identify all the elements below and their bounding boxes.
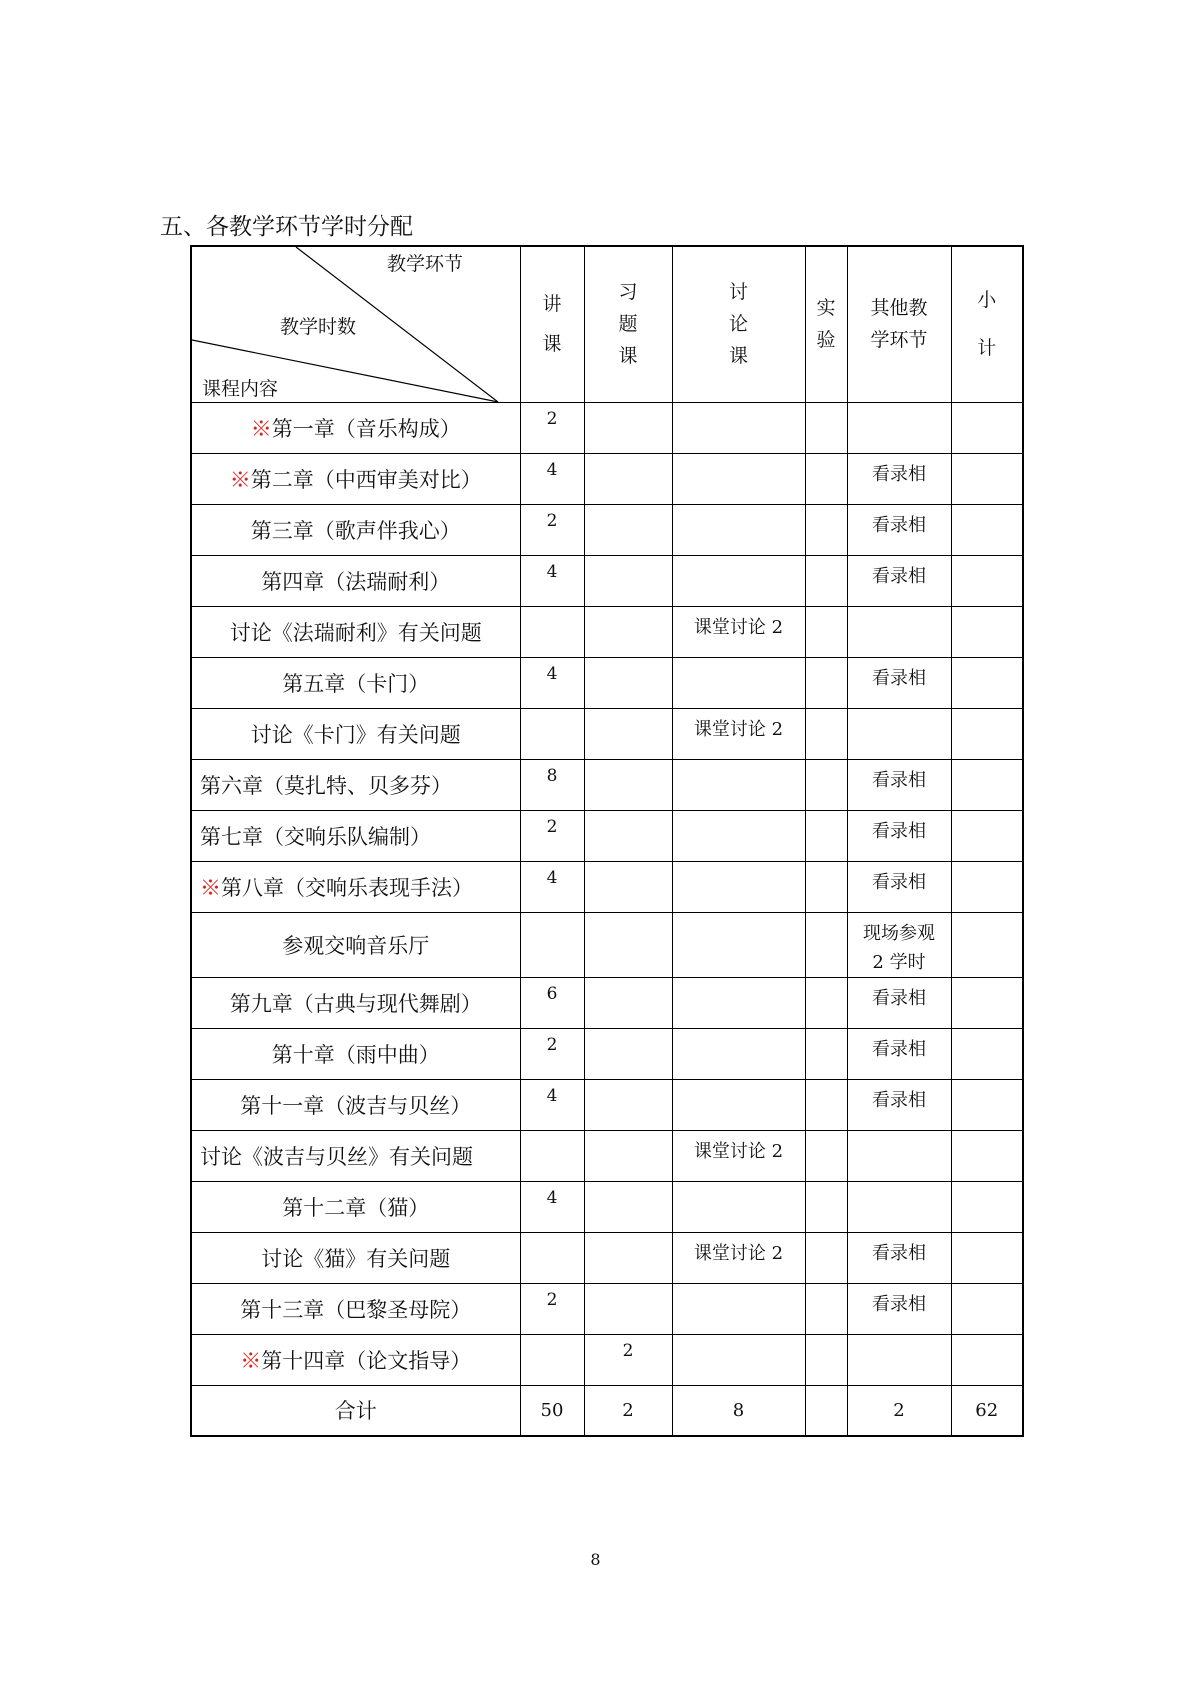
cell-subtotal bbox=[951, 708, 1023, 759]
cell-lecture bbox=[520, 1130, 584, 1181]
cell-lecture bbox=[520, 606, 584, 657]
row-content-text: 第二章（中西审美对比） bbox=[250, 467, 482, 492]
cell-discussion bbox=[672, 1181, 805, 1232]
total-row bbox=[191, 1385, 1023, 1436]
cell-discussion bbox=[672, 504, 805, 555]
cell-exercise bbox=[584, 759, 672, 810]
cell-lecture: 4 bbox=[520, 1079, 584, 1130]
cell-discussion bbox=[672, 861, 805, 912]
cell-subtotal bbox=[951, 1283, 1023, 1334]
row-content bbox=[191, 759, 520, 810]
cell-experiment bbox=[805, 1028, 847, 1079]
cell-subtotal bbox=[951, 861, 1023, 912]
cell-other: 看录相 bbox=[847, 977, 951, 1028]
row-content bbox=[191, 657, 520, 708]
cell-lecture: 2 bbox=[520, 1028, 584, 1079]
cell-discussion bbox=[672, 759, 805, 810]
cell-experiment bbox=[805, 504, 847, 555]
cell-discussion bbox=[672, 1079, 805, 1130]
table-header-row bbox=[191, 246, 1023, 402]
row-content-text: 讨论《猫》有关问题 bbox=[261, 1246, 451, 1271]
row-content bbox=[191, 1334, 520, 1385]
header-experiment: 实 验 bbox=[805, 246, 847, 402]
cell-experiment bbox=[805, 1181, 847, 1232]
row-content bbox=[191, 977, 520, 1028]
cell-exercise bbox=[584, 606, 672, 657]
cell-lecture bbox=[520, 912, 584, 977]
table-row bbox=[191, 708, 1023, 759]
cell-discussion: 课堂讨论 2 bbox=[672, 708, 805, 759]
cell-lecture bbox=[520, 1232, 584, 1283]
cell-exercise bbox=[584, 504, 672, 555]
cell-other: 现场参观 2 学时 bbox=[847, 912, 951, 977]
cell-exercise bbox=[584, 1130, 672, 1181]
cell-other: 看录相 bbox=[847, 657, 951, 708]
total-label: 合计 bbox=[191, 1385, 520, 1436]
table-row bbox=[191, 1181, 1023, 1232]
cell-other bbox=[847, 1334, 951, 1385]
table-row bbox=[191, 504, 1023, 555]
table-row bbox=[191, 977, 1023, 1028]
table-row bbox=[191, 1334, 1023, 1385]
key-mark-icon: ※ bbox=[200, 875, 221, 900]
header-exercise: 习 题 课 bbox=[584, 246, 672, 402]
cell-exercise bbox=[584, 1079, 672, 1130]
cell-other: 看录相 bbox=[847, 555, 951, 606]
cell-other bbox=[847, 1130, 951, 1181]
cell-subtotal bbox=[951, 657, 1023, 708]
cell-experiment bbox=[805, 977, 847, 1028]
cell-other: 看录相 bbox=[847, 504, 951, 555]
cell-exercise bbox=[584, 555, 672, 606]
cell-subtotal bbox=[951, 810, 1023, 861]
cell-experiment bbox=[805, 1334, 847, 1385]
cell-experiment bbox=[805, 912, 847, 977]
cell-lecture: 2 bbox=[520, 402, 584, 453]
row-content-text: 第十三章（巴黎圣母院） bbox=[240, 1297, 472, 1322]
cell-discussion: 课堂讨论 2 bbox=[672, 1130, 805, 1181]
row-content bbox=[191, 861, 520, 912]
table-row bbox=[191, 1079, 1023, 1130]
row-content-text: 第四章（法瑞耐利） bbox=[261, 569, 451, 594]
cell-other: 看录相 bbox=[847, 453, 951, 504]
cell-subtotal bbox=[951, 977, 1023, 1028]
cell-lecture: 4 bbox=[520, 1181, 584, 1232]
row-content-text: 第十二章（猫） bbox=[282, 1195, 430, 1220]
cell-subtotal bbox=[951, 1181, 1023, 1232]
cell-lecture: 4 bbox=[520, 555, 584, 606]
cell-lecture bbox=[520, 708, 584, 759]
cell-subtotal bbox=[951, 1079, 1023, 1130]
header-other: 其他教 学环节 bbox=[847, 246, 951, 402]
table-row bbox=[191, 1283, 1023, 1334]
cell-discussion bbox=[672, 402, 805, 453]
cell-exercise bbox=[584, 1283, 672, 1334]
cell-other: 看录相 bbox=[847, 1283, 951, 1334]
table-row bbox=[191, 861, 1023, 912]
cell-subtotal bbox=[951, 1334, 1023, 1385]
total-discussion: 8 bbox=[672, 1385, 805, 1436]
cell-subtotal bbox=[951, 1028, 1023, 1079]
row-content bbox=[191, 1283, 520, 1334]
table-row bbox=[191, 606, 1023, 657]
row-content-text: 第十四章（论文指导） bbox=[261, 1348, 472, 1373]
row-content bbox=[191, 1028, 520, 1079]
total-other: 2 bbox=[847, 1385, 951, 1436]
cell-exercise bbox=[584, 453, 672, 504]
cell-experiment bbox=[805, 861, 847, 912]
cell-subtotal bbox=[951, 606, 1023, 657]
cell-lecture: 4 bbox=[520, 453, 584, 504]
cell-experiment bbox=[805, 810, 847, 861]
row-content-text: 第五章（卡门） bbox=[282, 671, 430, 696]
table-row bbox=[191, 1130, 1023, 1181]
hours-allocation-table bbox=[190, 245, 1024, 1437]
cell-other: 看录相 bbox=[847, 810, 951, 861]
row-content bbox=[191, 810, 520, 861]
corner-label-teaching-hours: 教学时数 bbox=[280, 316, 357, 338]
total-lecture: 50 bbox=[520, 1385, 584, 1436]
row-content bbox=[191, 708, 520, 759]
cell-lecture: 2 bbox=[520, 810, 584, 861]
cell-exercise bbox=[584, 912, 672, 977]
table-row bbox=[191, 453, 1023, 504]
total-exercise: 2 bbox=[584, 1385, 672, 1436]
row-content-text: 参观交响音乐厅 bbox=[282, 933, 430, 958]
cell-lecture: 2 bbox=[520, 504, 584, 555]
cell-lecture: 2 bbox=[520, 1283, 584, 1334]
corner-label-teaching-link: 教学环节 bbox=[387, 253, 464, 275]
key-mark-icon: ※ bbox=[229, 467, 251, 492]
cell-subtotal bbox=[951, 1130, 1023, 1181]
row-content-text: 第九章（古典与现代舞剧） bbox=[229, 991, 482, 1016]
cell-experiment bbox=[805, 1079, 847, 1130]
cell-subtotal bbox=[951, 759, 1023, 810]
row-content bbox=[191, 606, 520, 657]
row-content bbox=[191, 1181, 520, 1232]
cell-discussion bbox=[672, 810, 805, 861]
row-content-text: 第十章（雨中曲） bbox=[271, 1042, 440, 1067]
row-content bbox=[191, 402, 520, 453]
cell-lecture: 8 bbox=[520, 759, 584, 810]
cell-exercise: 2 bbox=[584, 1334, 672, 1385]
cell-exercise bbox=[584, 810, 672, 861]
total-experiment bbox=[805, 1385, 847, 1436]
row-content bbox=[191, 555, 520, 606]
row-content-text: 第一章（音乐构成） bbox=[271, 416, 461, 441]
cell-discussion bbox=[672, 453, 805, 504]
total-subtotal: 62 bbox=[951, 1385, 1023, 1436]
cell-experiment bbox=[805, 1232, 847, 1283]
table-row bbox=[191, 1232, 1023, 1283]
row-content bbox=[191, 1130, 520, 1181]
cell-experiment bbox=[805, 657, 847, 708]
header-subtotal: 小 计 bbox=[951, 246, 1023, 402]
cell-subtotal bbox=[951, 402, 1023, 453]
cell-other: 看录相 bbox=[847, 1079, 951, 1130]
row-content-text: 讨论《法瑞耐利》有关问题 bbox=[229, 620, 482, 645]
header-corner-cell bbox=[191, 246, 520, 402]
cell-subtotal bbox=[951, 504, 1023, 555]
corner-label-course-content: 课程内容 bbox=[202, 378, 279, 400]
row-content-text: 讨论《波吉与贝丝》有关问题 bbox=[200, 1144, 473, 1169]
cell-exercise bbox=[584, 1232, 672, 1283]
cell-discussion bbox=[672, 1334, 805, 1385]
key-mark-icon: ※ bbox=[250, 416, 272, 441]
row-content bbox=[191, 1232, 520, 1283]
cell-exercise bbox=[584, 708, 672, 759]
cell-other bbox=[847, 1181, 951, 1232]
cell-lecture: 4 bbox=[520, 657, 584, 708]
table-body bbox=[191, 402, 1023, 1385]
cell-experiment bbox=[805, 453, 847, 504]
cell-discussion: 课堂讨论 2 bbox=[672, 606, 805, 657]
cell-experiment bbox=[805, 606, 847, 657]
cell-exercise bbox=[584, 861, 672, 912]
row-content-text: 第六章（莫扎特、贝多芬） bbox=[200, 773, 452, 798]
cell-other bbox=[847, 402, 951, 453]
cell-other: 看录相 bbox=[847, 759, 951, 810]
cell-other: 看录相 bbox=[847, 1028, 951, 1079]
key-mark-icon: ※ bbox=[240, 1348, 262, 1373]
row-content bbox=[191, 504, 520, 555]
row-content-text: 讨论《卡门》有关问题 bbox=[250, 722, 461, 747]
cell-discussion bbox=[672, 912, 805, 977]
header-discussion: 讨 论 课 bbox=[672, 246, 805, 402]
cell-discussion bbox=[672, 555, 805, 606]
cell-exercise bbox=[584, 1028, 672, 1079]
cell-lecture bbox=[520, 1334, 584, 1385]
cell-other: 看录相 bbox=[847, 1232, 951, 1283]
row-content-text: 第八章（交响乐表现手法） bbox=[221, 875, 473, 900]
cell-discussion bbox=[672, 1028, 805, 1079]
table-row bbox=[191, 810, 1023, 861]
cell-subtotal bbox=[951, 1232, 1023, 1283]
cell-subtotal bbox=[951, 555, 1023, 606]
table-row bbox=[191, 657, 1023, 708]
cell-experiment bbox=[805, 555, 847, 606]
cell-discussion bbox=[672, 977, 805, 1028]
cell-other bbox=[847, 606, 951, 657]
cell-exercise bbox=[584, 402, 672, 453]
cell-subtotal bbox=[951, 453, 1023, 504]
cell-exercise bbox=[584, 977, 672, 1028]
cell-exercise bbox=[584, 657, 672, 708]
row-content bbox=[191, 912, 520, 977]
cell-discussion: 课堂讨论 2 bbox=[672, 1232, 805, 1283]
cell-other bbox=[847, 708, 951, 759]
table-row bbox=[191, 555, 1023, 606]
cell-exercise bbox=[584, 1181, 672, 1232]
cell-subtotal bbox=[951, 912, 1023, 977]
cell-experiment bbox=[805, 1283, 847, 1334]
section-heading: 五、各教学环节学时分配 bbox=[160, 214, 413, 240]
row-content-text: 第三章（歌声伴我心） bbox=[250, 518, 461, 543]
row-content bbox=[191, 1079, 520, 1130]
cell-lecture: 6 bbox=[520, 977, 584, 1028]
table-row bbox=[191, 912, 1023, 977]
cell-discussion bbox=[672, 1283, 805, 1334]
page-number: 8 bbox=[590, 1550, 601, 1569]
table-row bbox=[191, 1028, 1023, 1079]
cell-experiment bbox=[805, 708, 847, 759]
cell-lecture: 4 bbox=[520, 861, 584, 912]
table-row bbox=[191, 402, 1023, 453]
row-content bbox=[191, 453, 520, 504]
header-lecture: 讲 课 bbox=[520, 246, 584, 402]
cell-experiment bbox=[805, 1130, 847, 1181]
cell-other: 看录相 bbox=[847, 861, 951, 912]
row-content-text: 第十一章（波吉与贝丝） bbox=[240, 1093, 472, 1118]
table-row bbox=[191, 759, 1023, 810]
cell-experiment bbox=[805, 402, 847, 453]
cell-discussion bbox=[672, 657, 805, 708]
cell-experiment bbox=[805, 759, 847, 810]
row-content-text: 第七章（交响乐队编制） bbox=[200, 824, 431, 849]
